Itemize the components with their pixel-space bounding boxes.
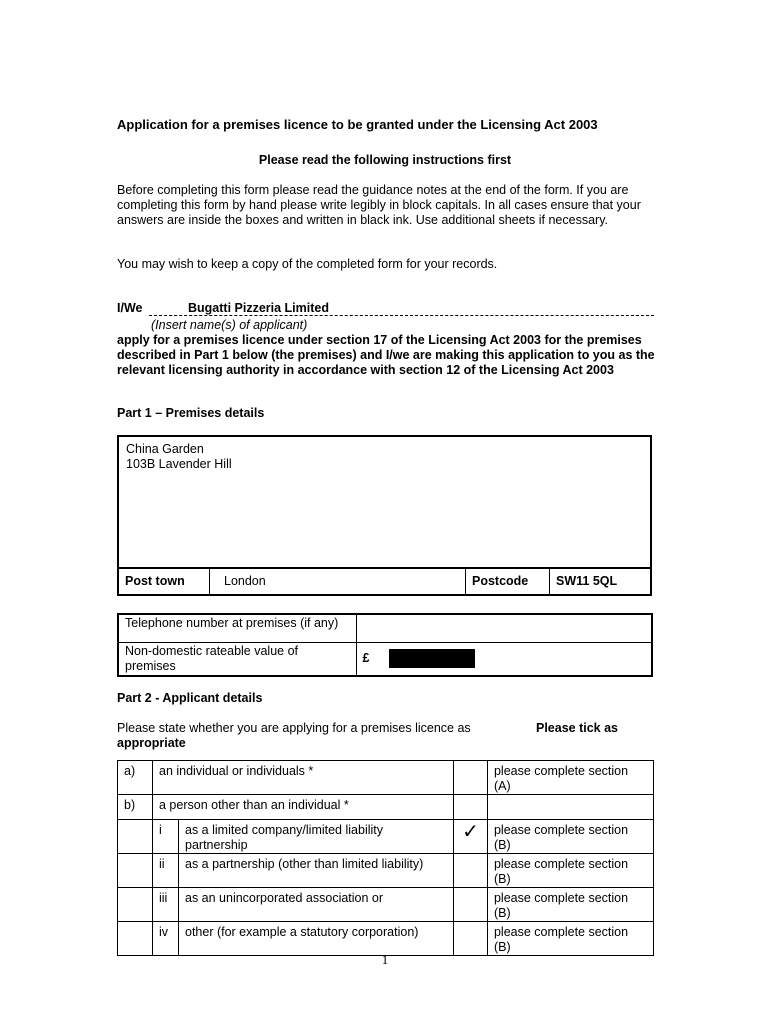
- row-sub: ii: [153, 854, 179, 888]
- tick-box-other[interactable]: [453, 922, 487, 956]
- tick-instruction-cont: appropriate: [117, 736, 186, 750]
- row-code: [118, 854, 153, 888]
- tick-box-b[interactable]: [453, 795, 487, 820]
- row-text: a person other than an individual *: [153, 795, 454, 820]
- row-text: other (for example a statutory corporation): [179, 922, 454, 956]
- post-town-row: [119, 567, 650, 594]
- instructions-heading: Please read the following instructions first: [258, 153, 512, 167]
- row-code: b): [118, 795, 153, 820]
- copy-note: You may wish to keep a copy of the completed form for your records.: [117, 257, 498, 271]
- row-code: [118, 888, 153, 922]
- row-text: as a partnership (other than limited liability): [179, 854, 454, 888]
- address-line-2: 103B Lavender Hill: [126, 457, 232, 471]
- post-town-field[interactable]: London: [210, 569, 466, 594]
- postcode-label: Postcode: [466, 569, 550, 594]
- address-line-1: China Garden: [126, 442, 204, 456]
- telephone-field[interactable]: [356, 614, 652, 642]
- page-number: 1: [381, 952, 389, 967]
- applicant-label: I/We: [117, 301, 143, 315]
- row-text: as an unincorporated association or: [179, 888, 454, 922]
- row-action: please complete section (A): [487, 761, 653, 795]
- row-code: a): [118, 761, 153, 795]
- row-action: please complete section (B): [487, 922, 653, 956]
- post-town-label: Post town: [119, 569, 210, 594]
- application-statement: apply for a premises licence under section 17 of the Licensing Act 2003 for the premises described in Part 1 below (the premises) and I/we are making this application to you as the relevant licensing authority in accordance with section 12 of the Licensing Act 2003: [117, 333, 655, 377]
- row-action: please complete section (B): [487, 854, 653, 888]
- form-title: Application for a premises licence to be granted under the Licensing Act 2003: [117, 117, 598, 132]
- tick-box-a[interactable]: [453, 761, 487, 795]
- instructions-body: Before completing this form please read the guidance notes at the end of the form. If you are completing this form by hand please write legibly in block capitals. In all cases ensure that your answers are inside the boxes and written in black ink. Use additional sheets if necessary.: [117, 183, 641, 227]
- tick-instruction: Please tick as: [536, 721, 619, 735]
- redacted-value: [389, 649, 475, 668]
- table-row: [118, 854, 654, 888]
- row-text: an individual or individuals *: [153, 761, 454, 795]
- table-row: [118, 922, 654, 956]
- premises-address[interactable]: [126, 442, 232, 472]
- telephone-row: [118, 614, 652, 642]
- row-action: please complete section (B): [487, 820, 653, 854]
- checkmark-icon: ✓: [462, 821, 479, 843]
- row-code: [118, 820, 153, 854]
- tick-box-unincorporated[interactable]: [453, 888, 487, 922]
- postcode-field[interactable]: SW11 5QL: [556, 574, 618, 588]
- row-sub: i: [153, 820, 179, 854]
- premises-contact-table: [117, 613, 653, 677]
- part1-heading: Part 1 – Premises details: [117, 406, 265, 420]
- row-sub: iv: [153, 922, 179, 956]
- telephone-label: Telephone number at premises (if any): [118, 614, 356, 642]
- table-row: [118, 888, 654, 922]
- table-row: [118, 820, 654, 854]
- table-row: [118, 795, 654, 820]
- rateable-field[interactable]: [356, 642, 652, 676]
- applicant-hint: (Insert name(s) of applicant): [151, 318, 308, 332]
- premises-address-box[interactable]: [117, 435, 652, 596]
- row-action: [487, 795, 653, 820]
- tick-box-partnership[interactable]: [453, 854, 487, 888]
- part2-question: Please state whether you are applying for a premises licence as: [117, 721, 471, 735]
- row-code: [118, 922, 153, 956]
- applicant-name-field[interactable]: Bugatti Pizzeria Limited: [188, 301, 329, 315]
- part2-heading: Part 2 - Applicant details: [117, 691, 263, 705]
- row-sub: iii: [153, 888, 179, 922]
- applicant-type-table: [117, 760, 654, 956]
- row-text: as a limited company/limited liability partnership: [179, 820, 454, 854]
- rateable-label: Non-domestic rateable value of premises: [118, 642, 356, 676]
- tick-box-limited-company[interactable]: [453, 820, 487, 854]
- currency-symbol: £: [362, 650, 370, 665]
- row-action: please complete section (B): [487, 888, 653, 922]
- rateable-row: [118, 642, 652, 676]
- table-row: [118, 761, 654, 795]
